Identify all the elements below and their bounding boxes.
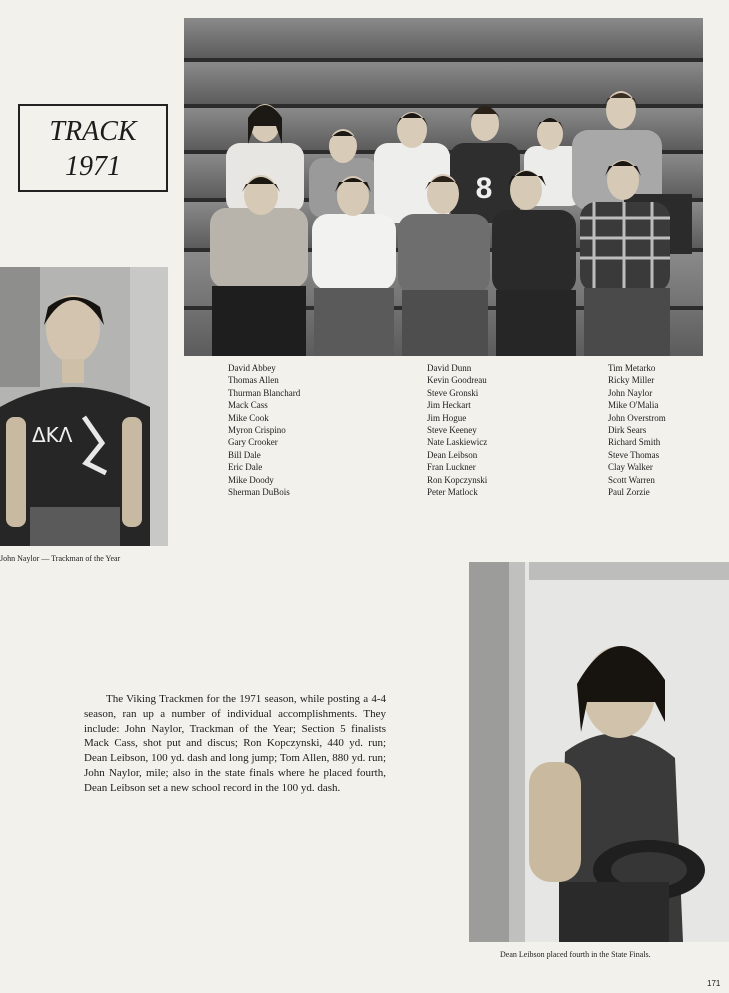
portrait-illustration xyxy=(0,267,168,546)
roster-name: Fran Luckner xyxy=(427,462,476,473)
roster-name: Eric Dale xyxy=(228,462,263,473)
roster-column-1 xyxy=(228,362,300,498)
roster-name: Gary Crooker xyxy=(228,437,278,448)
portrait-photo xyxy=(0,267,168,546)
roster-name: David Abbey xyxy=(228,363,276,373)
page-number: 171 xyxy=(707,979,721,988)
roster-name: Paul Zorzie xyxy=(608,487,650,498)
roster-name: Jim Heckart xyxy=(427,400,471,411)
roster-name: Ron Kopczynski xyxy=(427,474,488,485)
roster-name: John Naylor xyxy=(608,387,653,398)
title-track: TRACK xyxy=(49,116,137,147)
roster-name: Bill Dale xyxy=(228,449,261,460)
roster-name: Tim Metarko xyxy=(608,363,656,373)
action-photo-illustration xyxy=(469,562,729,942)
roster-name: Steve Keeney xyxy=(427,425,477,436)
section-title-box xyxy=(18,104,168,192)
roster-name: Mike Doody xyxy=(228,474,274,485)
roster-name: Mike Cook xyxy=(228,412,269,423)
portrait-caption: John Naylor — Trackman of the Year xyxy=(0,554,121,563)
roster-name: Thurman Blanchard xyxy=(228,387,301,398)
roster-name: Steve Gronski xyxy=(427,387,479,398)
roster-name: Dirk Sears xyxy=(608,425,647,436)
roster-name: Richard Smith xyxy=(608,437,661,448)
roster-name: Thomas Allen xyxy=(228,375,279,386)
roster-name: Kevin Goodreau xyxy=(427,375,487,386)
roster-column-2 xyxy=(427,362,487,498)
action-photo xyxy=(469,562,729,942)
roster-name: Mack Cass xyxy=(228,400,268,411)
roster-name: Ricky Miller xyxy=(608,375,655,386)
jersey-number: 8 xyxy=(475,172,493,205)
roster-name: Peter Matlock xyxy=(427,487,478,498)
title-year: 1971 xyxy=(65,151,121,182)
team-photo xyxy=(184,18,703,356)
roster-name: Myron Crispino xyxy=(228,425,286,436)
roster-name: Dean Leibson xyxy=(427,449,478,460)
roster-name: David Dunn xyxy=(427,363,472,373)
roster-name: Mike O'Malia xyxy=(608,400,659,411)
action-caption: Dean Leibson placed fourth in the State Finals. xyxy=(500,950,651,959)
roster-name: Nate Laskiewicz xyxy=(427,437,488,448)
roster-name: Sherman DuBois xyxy=(228,487,290,498)
shirt-letters: ΔKΛ xyxy=(32,423,73,447)
roster-name: Clay Walker xyxy=(608,462,653,473)
roster-name: Steve Thomas xyxy=(608,449,660,460)
team-photo-illustration xyxy=(184,18,703,356)
roster-name: Scott Warren xyxy=(608,474,655,485)
article-body: The Viking Trackmen for the 1971 season, while posting a 4-4 season, ran up a number of individual accomplishments. They include: John Naylor, Trackman of the Year; Section 5 finalists Mack Cass, shot put and discus; Ron Kopczynski, 440 yd. run; Dean Leibson, 100 yd. dash and long jump; Tom Allen, 880 yd. run; John Naylor, mile; also in the state finals where he placed fourth, Dean Leibson set a new school record in the 100 yd. dash. xyxy=(84,693,386,794)
roster-name: John Overstrom xyxy=(608,412,666,423)
roster-name: Jim Hogue xyxy=(427,412,467,423)
roster-column-3 xyxy=(608,362,666,498)
